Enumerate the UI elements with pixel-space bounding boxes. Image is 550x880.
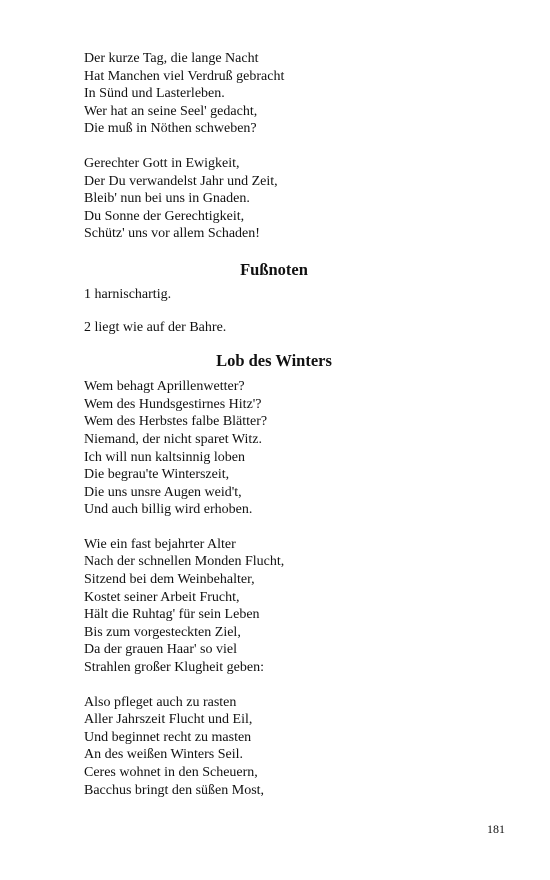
verse-line: Der kurze Tag, die lange Nacht	[84, 51, 259, 66]
poem-two	[84, 378, 504, 799]
verse-line: Hat Manchen viel Verdruß gebracht	[84, 68, 285, 84]
verse-line: Wem des Hundsgestirnes Hitz'?	[84, 396, 262, 412]
verse-line: Niemand, der nicht sparet Witz.	[84, 431, 263, 447]
poem-two-title: Lob des Winters	[216, 351, 332, 371]
verse-line: Hält die Ruhtag' für sein Leben	[84, 607, 260, 623]
poem-two-stanza-1	[84, 378, 504, 519]
poem-one	[84, 50, 504, 243]
verse-line: Wem behagt Aprillenwetter?	[84, 379, 245, 395]
verse-line: Und beginnet recht zu masten	[84, 729, 252, 745]
verse-line: Wie ein fast bejahrter Alter	[84, 536, 236, 552]
verse-line: Wer hat an seine Seel' gedacht,	[84, 103, 258, 119]
verse-line: Strahlen großer Klugheit geben:	[84, 660, 265, 676]
verse-line: Die muß in Nöthen schweben?	[84, 121, 257, 137]
verse-line: Also pfleget auch zu rasten	[84, 694, 237, 710]
verse-line: Gerechter Gott in Ewigkeit,	[84, 155, 240, 171]
verse-line: Bleib' nun bei uns in Gnaden.	[84, 191, 250, 207]
page-number: 181	[487, 822, 505, 836]
poem-one-stanza-2	[84, 155, 504, 243]
footnote-1: 1 harnischartig.	[84, 286, 172, 302]
verse-line: Da der grauen Haar' so viel	[84, 642, 237, 658]
verse-line: Kostet seiner Arbeit Frucht,	[84, 589, 240, 605]
verse-line: Und auch billig wird erhoben.	[84, 502, 253, 518]
footnotes-heading: Fußnoten	[240, 259, 308, 279]
verse-line: Wem des Herbstes falbe Blätter?	[84, 414, 268, 430]
verse-line: Die begrau'te Winterszeit,	[84, 467, 230, 483]
verse-line: Schütz' uns vor allem Schaden!	[84, 226, 260, 242]
verse-line: An des weißen Winters Seil.	[84, 747, 243, 763]
poem-two-stanza-2	[84, 536, 504, 677]
verse-line: In Sünd und Lasterleben.	[84, 86, 225, 102]
poem-two-stanza-3	[84, 694, 504, 800]
verse-line: Ceres wohnet in den Scheuern,	[84, 765, 258, 780]
verse-line: Nach der schnellen Monden Flucht,	[84, 554, 285, 570]
page-content	[84, 50, 504, 816]
verse-line: Der Du verwandelst Jahr und Zeit,	[84, 173, 278, 189]
verse-line: Du Sonne der Gerechtigkeit,	[84, 208, 245, 224]
verse-line: Ich will nun kaltsinnig loben	[84, 449, 245, 465]
verse-line: Aller Jahrszeit Flucht und Eil,	[84, 712, 253, 728]
footnote-2: 2 liegt wie auf der Bahre.	[84, 319, 227, 335]
poem-one-stanza-1	[84, 50, 504, 138]
verse-line: Bis zum vorgesteckten Ziel,	[84, 624, 241, 640]
verse-line: Die uns unsre Augen weid't,	[84, 484, 242, 500]
verse-line: Sitzend bei dem Weinbehalter,	[84, 572, 255, 588]
verse-line: Bacchus bringt den süßen Most,	[84, 782, 265, 798]
